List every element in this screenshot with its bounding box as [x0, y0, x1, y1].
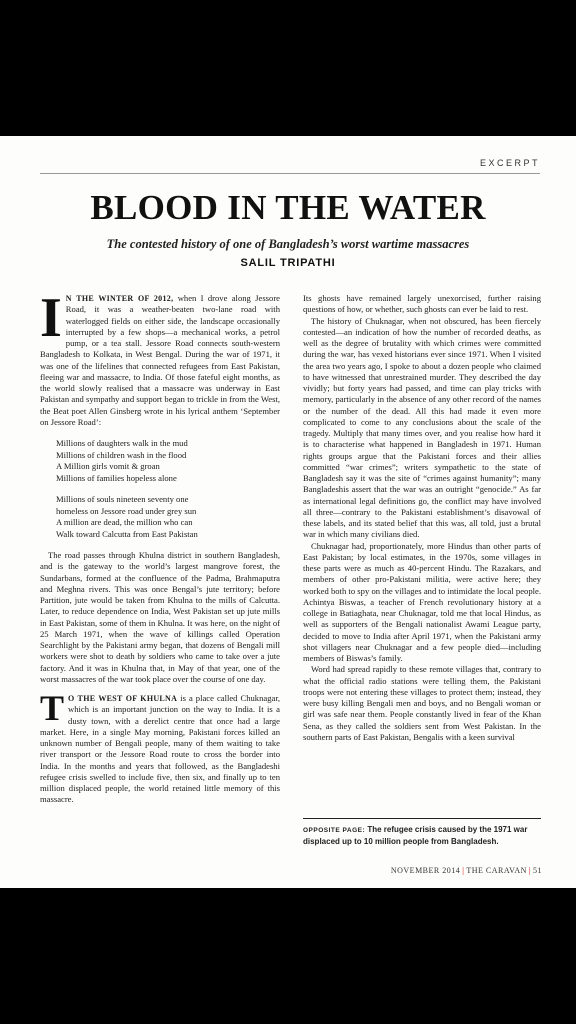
body-paragraph: Its ghosts have remained largely unexorcised, further raising questions of how, or whether, such ghosts can ever be laid to rest. [303, 293, 541, 315]
right-column [303, 293, 541, 743]
caption-label: OPPOSITE PAGE: [303, 827, 366, 834]
drop-cap: I [40, 287, 62, 349]
article-byline: SALIL TRIPATHI [240, 257, 336, 269]
folio-date: NOVEMBER 2014 [390, 866, 461, 875]
poem-line: Millions of souls nineteen seventy one [56, 494, 189, 504]
caption-text: The refugee crisis caused by the 1971 war displaced up to 10 million people from Bangladesh. [303, 825, 528, 846]
lead-in: O THE WEST OF KHULNA [68, 694, 178, 703]
folio-publication: THE CARAVAN [466, 866, 527, 875]
section-kicker: EXCERPT [479, 158, 540, 168]
page-folio [391, 866, 542, 875]
folio-separator: | [528, 866, 531, 875]
lead-in: N THE WINTER OF 2012, [65, 294, 174, 303]
poem-line: Millions of children wash in the flood [56, 449, 187, 460]
magazine-page [0, 136, 576, 888]
article-dek: The contested history of one of Bangladesh’s worst wartime massacres [106, 237, 470, 251]
poem-line: A million are dead, the million who can [56, 517, 193, 527]
poem-line: A Million girls vomit & groan [56, 461, 160, 471]
paragraph-text: is a place called Chuknagar, which is an important junction on the way to India. It is a dusty town, with a derelict centre that once had a large market. Here, in a single May morning, Pakistani forces killed an unknown number of Bengali people, many of them waiting to take river transport or the Jessore Road route to cross the border into India. In the months and years that followed, as the Bangladeshi refugee crisis swelled to include five, then six, and finally up to ten million displaced people, the world retained little memory of this massacre. [40, 693, 280, 805]
body-paragraph: Chuknagar had, proportionately, more Hindus than other parts of East Pakistan; by local estimates, in the 1970s, some villages in these parts were as much as 40-percent Hindu. The Razakars, and members of other pro-Pakistani militia, were active here; they worked both to spy on the villages and to intimidate the local people. Achintya Biswas, a teacher of French revolutionary history at a college in Batiaghata, near Chuknagar, told me that local Hindus, as well as supporters of the Bengali nationalist Awami League party, decided to move to India after April 1971, when the Pakistani army shot villagers near Chuknagar and a few people died—including members of Biswas’s family. [303, 540, 541, 663]
section-paragraph [40, 688, 280, 806]
page-number: 51 [533, 866, 542, 875]
poem-line: Millions of daughters walk in the mud [56, 438, 188, 448]
section-gap [40, 685, 280, 693]
paragraph-text: when I drove along Jessore Road, it was a weather-beaten two-lane road with waterlogged fields on either side, the landscape occasionally interrupted by a few shops—a mechanical works, a petrol pump, or a tea stall. Jessore Road connects south-western Bangladesh to Kolkata, in West Bengal. During the war of 1971, it was one of the lifelines that connected refugees from East Pakistan, fleeing war and massacre, to India. Of those fateful eight months, as the world slowly realised that a massacre was underway in East Pakistan and sympathy and support began to trickle in from the West, the Beat poet Allen Ginsberg wrote in his lyrical anthem ‘September on Jessore Road’: [40, 293, 280, 427]
stanza-gap [56, 484, 280, 494]
poem-line: Millions of families hopeless alone [56, 472, 177, 483]
body-paragraph: The road passes through Khulna district in southern Bangladesh, and is the gateway to the world’s largest mangrove forest, the Sundarbans, formed at the confluence of the Padma, Brahmaputra and Meghna rivers. This was once Bengal’s jute territory; before Partition, jute would be taken from Khulna to the mills of Calcutta. Later, to reduce dependence on India, West Pakistan set up jute mills in East Pakistan, some of them in Khulna. It was here, on the night of 25 March 1971, when the wave of killings called Operation Searchlight by the Pakistani army began, that dozens of Bengali mill workers were shot to death by soldiers who came to take over a jute factory. And it was in Khulna that, in May of that year, one of the worst massacres of the war took place over the course of one day. [40, 550, 280, 684]
folio-separator: | [462, 866, 465, 875]
left-column [40, 287, 280, 806]
article-headline: BLOOD IN THE WATER [90, 188, 486, 227]
drop-cap: T [40, 688, 65, 728]
photo-caption [303, 818, 541, 847]
opening-paragraph [40, 287, 280, 428]
kicker-rule [40, 173, 540, 174]
poem-line: Walk toward Calcutta from East Pakistan [56, 528, 198, 539]
poem-quote [56, 438, 280, 540]
poem-line: homeless on Jessore road under grey sun [56, 505, 197, 516]
body-paragraph: The history of Chuknagar, when not obscured, has been fiercely contested—an indication of how the number of recorded deaths, as well as the degree of brutality with which crimes were committed during the war, has vexed historians ever since 1971. When I visited the area two years ago, I spoke to about a dozen people who claimed to have witnessed that unrestrained murder. They described the day vividly; but forty years had passed, and time can play tricks with memory, particularly in the absence of any other record of the names or the number of the dead. All this had made it even more complicated to come to any conclusions about the scale of the tragedy. Multiply that many times over, and you realise how hard it is to characterise what happened in Bangladesh in 1971. Human rights groups argue that the Pakistani forces and their allies committed “war crimes”; writers sympathetic to the state of Bangladesh say it was the site of “crimes against humanity”; many Bangladeshis assert that the war was an outright “genocide.” As far as international legal definitions go, the conflict may have involved all three—contrary to the Pakistani establishment’s disavowal of these labels, and its stated belief that this was, all told, just a brutal war in which many civilians died. [303, 315, 541, 540]
body-paragraph: Word had spread rapidly to these remote villages that, contrary to what the official radio stations were telling them, the Pakistani troops were not entering these villages to protect them; instead, they were busy killing Bengali men and boys, and no Bengali woman or girl was safe near them. People constantly lived in fear of the Khan Sena, as they called the soldiers sent from West Pakistan. In the southern parts of East Pakistan, Bengalis with a keen survival [303, 664, 541, 742]
